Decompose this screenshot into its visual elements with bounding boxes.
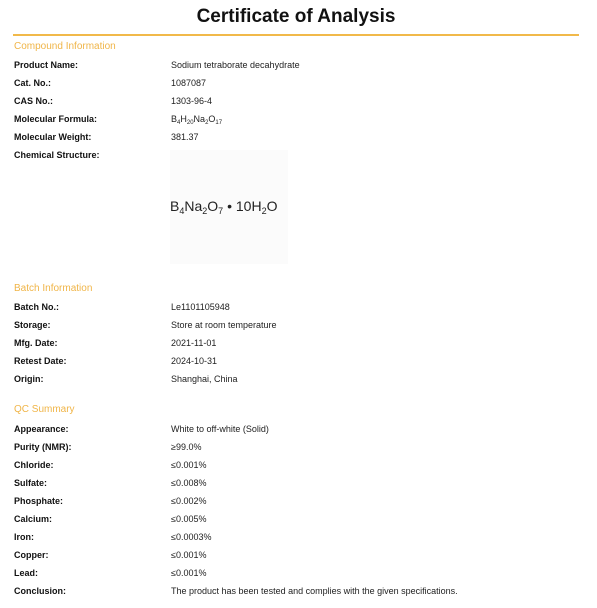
label-sulfate: Sulfate:: [14, 478, 48, 488]
row-chemical-structure: [14, 148, 574, 162]
value-molecular-weight: 381.37: [171, 132, 199, 142]
structure-formula: [170, 197, 277, 215]
row-storage: [14, 318, 574, 332]
label-lead: Lead:: [14, 568, 39, 578]
row-chloride: [14, 458, 574, 472]
formula-sub-h: 20: [186, 120, 194, 126]
value-sulfate: ≤0.008%: [171, 478, 207, 488]
row-purity: [14, 440, 574, 454]
row-molecular-formula: [14, 112, 574, 126]
row-phosphate: [14, 494, 574, 508]
row-mfg-date: [14, 336, 574, 350]
structure-sub-o: 7: [218, 206, 224, 216]
value-molecular-formula: [171, 112, 222, 126]
value-origin: Shanghai, China: [171, 374, 238, 384]
label-chemical-structure: Chemical Structure:: [14, 150, 100, 160]
label-storage: Storage:: [14, 320, 51, 330]
label-batch-no: Batch No.:: [14, 302, 59, 312]
formula-el-b: B: [171, 114, 178, 124]
label-mfg-date: Mfg. Date:: [14, 338, 58, 348]
section-title-batch: Batch Information: [14, 283, 93, 294]
row-origin: [14, 372, 574, 386]
structure-sub-b: 4: [179, 206, 185, 216]
row-calcium: [14, 512, 574, 526]
title-divider: [13, 34, 579, 36]
value-chloride: ≤0.001%: [171, 460, 207, 470]
value-purity: ≥99.0%: [171, 442, 202, 452]
value-calcium: ≤0.005%: [171, 514, 207, 524]
label-molecular-weight: Molecular Weight:: [14, 132, 92, 142]
structure-el-b: B: [170, 198, 180, 214]
label-origin: Origin:: [14, 374, 44, 384]
label-calcium: Calcium:: [14, 514, 53, 524]
value-lead: ≤0.001%: [171, 568, 207, 578]
row-iron: [14, 530, 574, 544]
value-cas-no: 1303-96-4: [171, 96, 213, 106]
value-appearance: White to off-white (Solid): [171, 424, 269, 434]
value-conclusion: The product has been tested and complies with the given specifications.: [171, 586, 458, 596]
formula-sub-o: 17: [215, 120, 223, 126]
document-title: Certificate of Analysis: [196, 6, 396, 27]
label-appearance: Appearance:: [14, 424, 69, 434]
structure-el-na: Na: [184, 198, 203, 214]
row-product-name: [14, 58, 574, 72]
value-storage: Store at room temperature: [171, 320, 277, 330]
formula-sub-na: 2: [205, 120, 209, 126]
formula-el-o: O: [208, 114, 216, 124]
value-product-name: Sodium tetraborate decahydrate: [171, 60, 300, 70]
label-iron: Iron:: [14, 532, 34, 542]
label-copper: Copper:: [14, 550, 49, 560]
row-appearance: [14, 422, 574, 436]
label-phosphate: Phosphate:: [14, 496, 64, 506]
value-phosphate: ≤0.002%: [171, 496, 207, 506]
row-sulfate: [14, 476, 574, 490]
value-copper: ≤0.001%: [171, 550, 207, 560]
value-cat-no: 1087087: [171, 78, 207, 88]
structure-sub-h: 2: [261, 206, 267, 216]
row-batch-no: [14, 300, 574, 314]
row-cas-no: [14, 94, 574, 108]
structure-sub-na: 2: [202, 206, 208, 216]
value-mfg-date: 2021-11-01: [171, 338, 217, 348]
structure-hydrate-o: O: [266, 198, 278, 214]
row-molecular-weight: [14, 130, 574, 144]
label-molecular-formula: Molecular Formula:: [14, 114, 98, 124]
row-copper: [14, 548, 574, 562]
value-batch-no: Le1101105948: [171, 302, 230, 312]
value-iron: ≤0.0003%: [171, 532, 212, 542]
label-cat-no: Cat. No.:: [14, 78, 51, 88]
row-cat-no: [14, 76, 574, 90]
label-retest-date: Retest Date:: [14, 356, 67, 366]
row-retest-date: [14, 354, 574, 368]
formula-el-h: H: [180, 114, 187, 124]
label-purity: Purity (NMR):: [14, 442, 72, 452]
structure-el-o: O: [207, 198, 219, 214]
value-retest-date: 2024-10-31: [171, 356, 218, 366]
label-cas-no: CAS No.:: [14, 96, 53, 106]
row-lead: [14, 566, 574, 580]
section-title-compound: Compound Information: [14, 41, 116, 52]
row-conclusion: [14, 584, 574, 598]
formula-el-na: Na: [193, 114, 206, 124]
formula-sub-b: 4: [177, 120, 181, 126]
section-title-qc: QC Summary: [14, 404, 75, 415]
label-product-name: Product Name:: [14, 60, 79, 70]
structure-hydrate-h: • 10H: [223, 198, 262, 214]
label-conclusion: Conclusion:: [14, 586, 66, 596]
label-chloride: Chloride:: [14, 460, 54, 470]
